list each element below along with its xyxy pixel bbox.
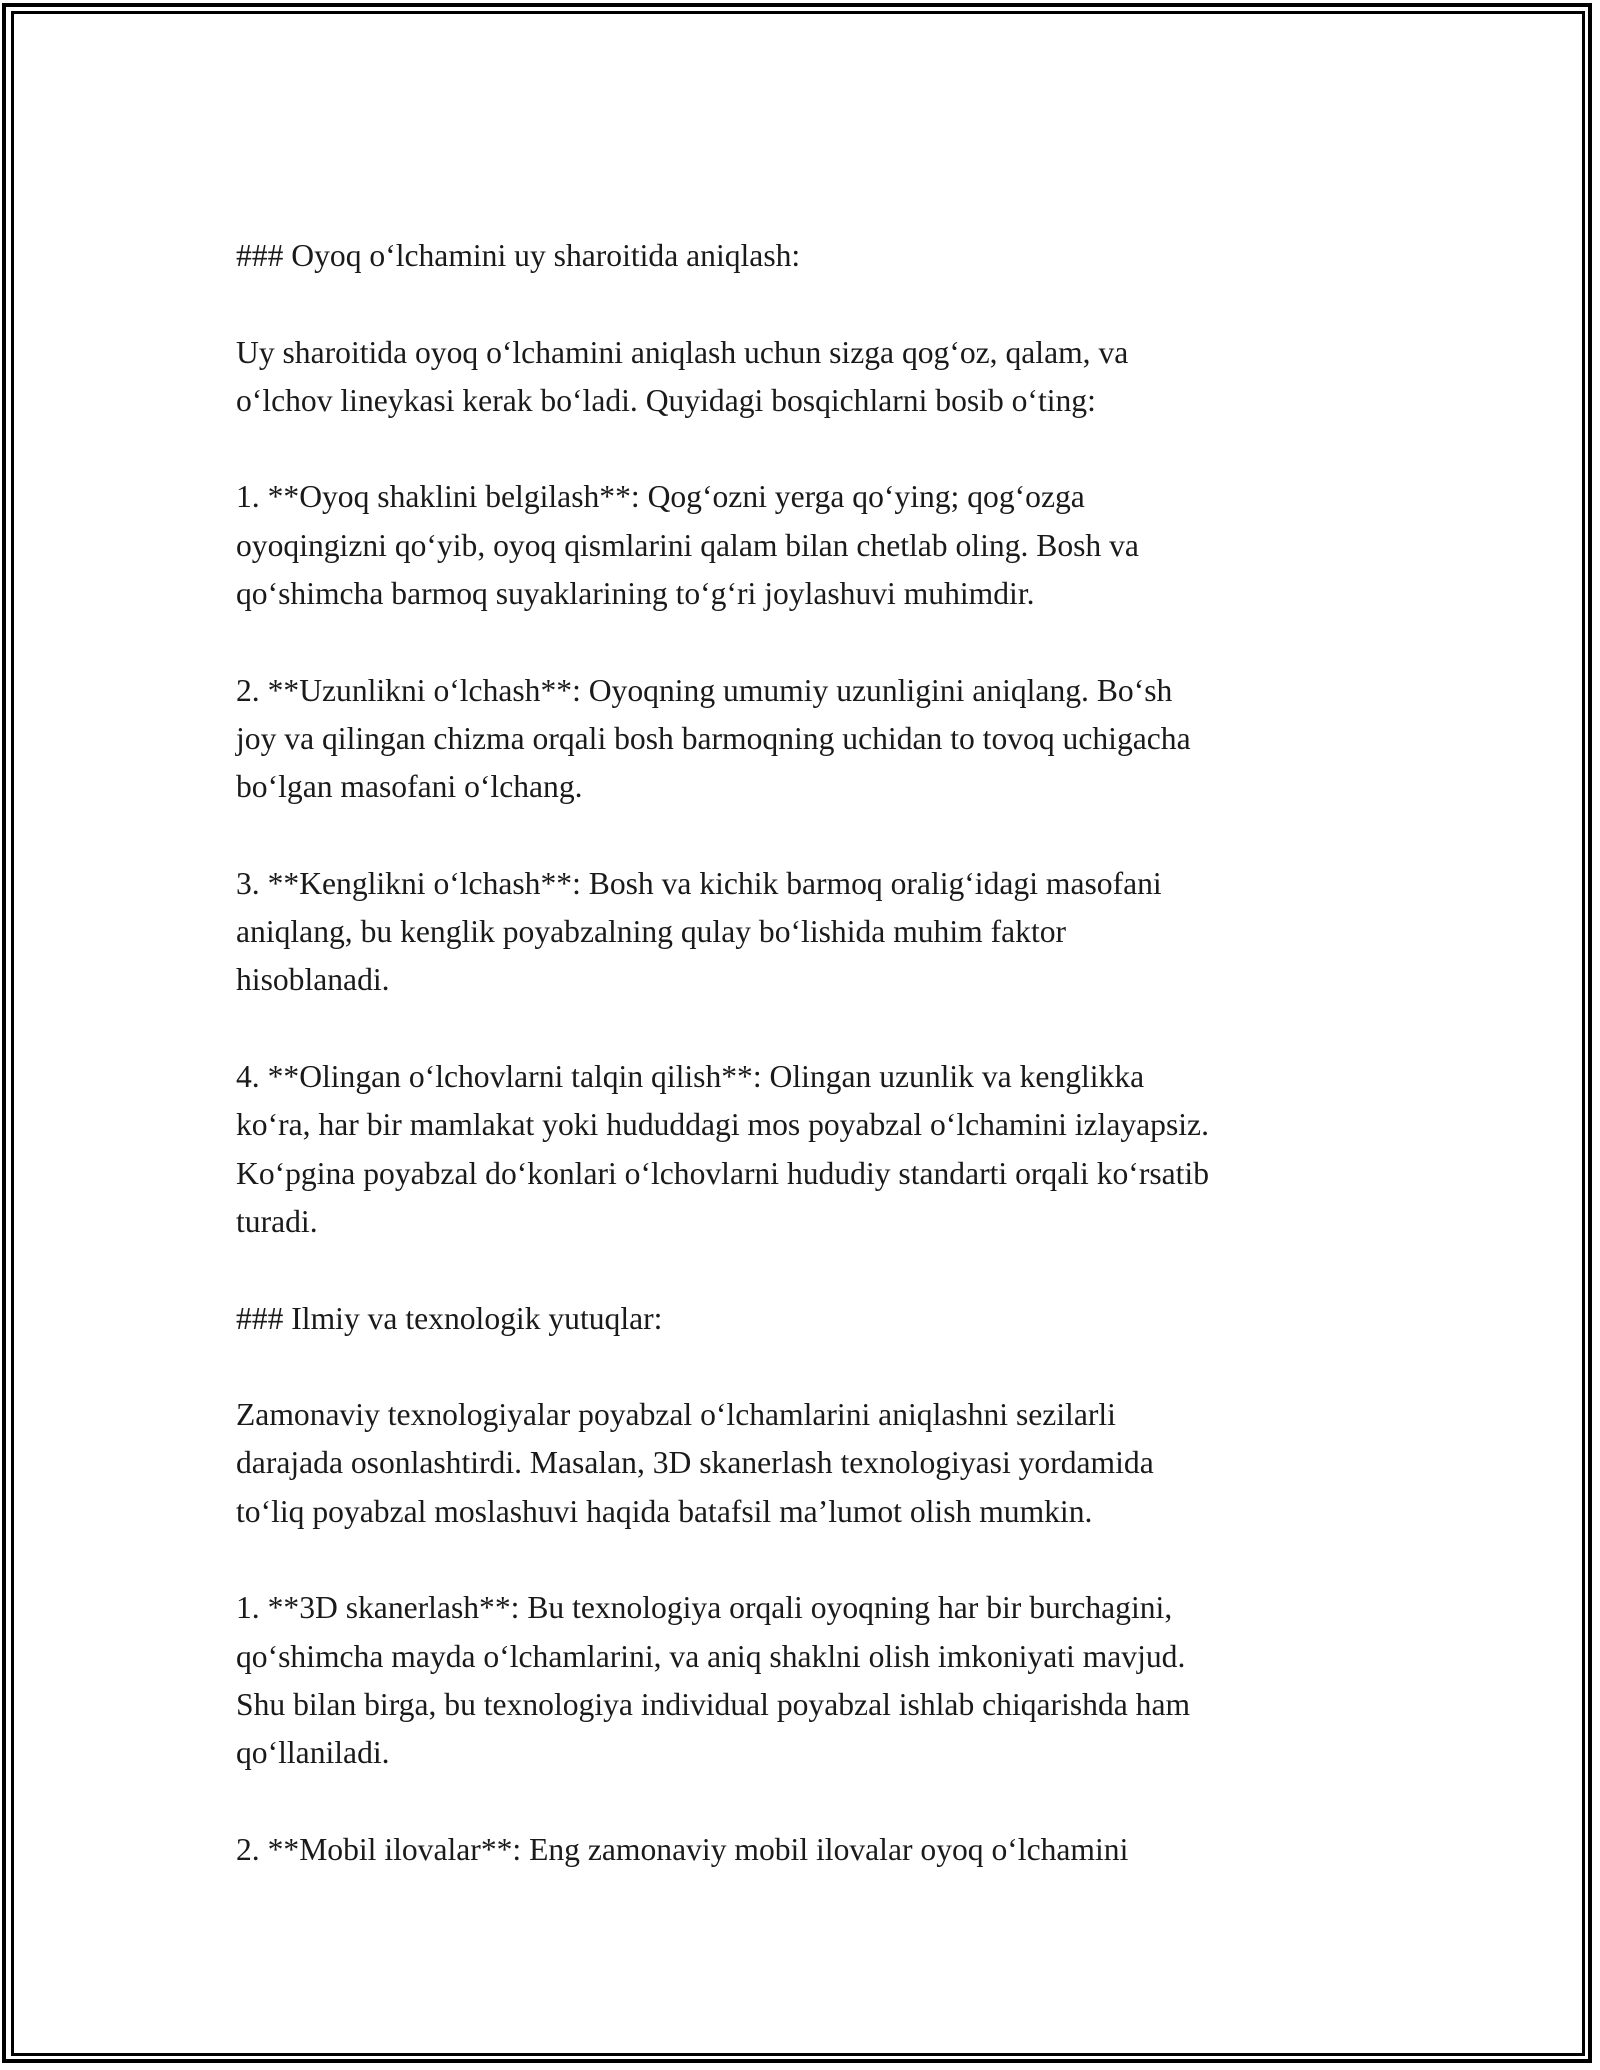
document-body (236, 232, 1396, 1874)
blank-line (236, 812, 1396, 860)
section-heading-home-measurement: ### Oyoq o‘lchamini uy sharoitida aniqlash: (236, 238, 801, 273)
tech-paragraph-line: darajada osonlashtirdi. Masalan, 3D skanerlash texnologiyasi yordamida (236, 1445, 1154, 1481)
step-1-line: oyoqingizni qo‘yib, oyoq qismlarini qalam bilan chetlab oling. Bosh va (236, 527, 1139, 563)
blank-line (236, 618, 1396, 666)
blank-line (236, 280, 1396, 328)
section-heading-tech-advances: ### Ilmiy va texnologik yutuqlar: (236, 1300, 663, 1336)
tech-item-1-line: 1. **3D skanerlash**: Bu texnologiya orqali oyoqning har bir burchagini, (236, 1590, 1173, 1626)
tech-item-1-line: qo‘llaniladi. (236, 1735, 390, 1771)
step-1-line: qo‘shimcha barmoq suyaklarining to‘g‘ri joylashuvi muhimdir. (236, 576, 1035, 612)
step-4-line: 4. **Olingan o‘lchovlarni talqin qilish**: Olingan uzunlik va kenglikka (236, 1059, 1145, 1095)
step-2-line: joy va qilingan chizma orqali bosh barmoqning uchidan to tovoq uchigacha (236, 720, 1191, 756)
tech-item-1-line: Shu bilan birga, bu texnologiya individual poyabzal ishlab chiqarishda ham (236, 1686, 1191, 1722)
step-3-line: hisoblanadi. (236, 962, 390, 998)
step-4-line: turadi. (236, 1203, 318, 1239)
blank-line (236, 1005, 1396, 1053)
blank-line (236, 1246, 1396, 1294)
intro-paragraph-line: Uy sharoitida oyoq o‘lchamini aniqlash uchun sizga qog‘oz, qalam, va (236, 334, 1129, 370)
blank-line (236, 1778, 1396, 1826)
step-1-line: 1. **Oyoq shaklini belgilash**: Qog‘ozni yerga qo‘ying; qog‘ozga (236, 479, 1085, 515)
blank-line (236, 1343, 1396, 1391)
step-4-line: ko‘ra, har bir mamlakat yoki hududdagi mos poyabzal o‘lchamini izlayapsiz. (236, 1107, 1209, 1143)
tech-item-1-line: qo‘shimcha mayda o‘lchamlarini, va aniq shaklni olish imkoniyati mavjud. (236, 1638, 1186, 1674)
tech-paragraph-line: Zamonaviy texnologiyalar poyabzal o‘lchamlarini aniqlashni sezilarli (236, 1397, 1116, 1433)
step-3-line: aniqlang, bu kenglik poyabzalning qulay bo‘lishida muhim faktor (236, 914, 1067, 950)
tech-paragraph-line: to‘liq poyabzal moslashuvi haqida batafsil ma’lumot olish mumkin. (236, 1493, 1093, 1529)
step-4-line: Ko‘pgina poyabzal do‘konlari o‘lchovlarni hududiy standarti orqali ko‘rsatib (236, 1155, 1210, 1191)
intro-paragraph-line: o‘lchov lineykasi kerak bo‘ladi. Quyidagi bosqichlarni bosib o‘ting: (236, 382, 1096, 418)
step-2-line: 2. **Uzunlikni o‘lchash**: Oyoqning umumiy uzunligini aniqlang. Bo‘sh (236, 672, 1173, 708)
step-3-line: 3. **Kenglikni o‘lchash**: Bosh va kichik barmoq oralig‘idagi masofani (236, 865, 1162, 901)
blank-line (236, 425, 1396, 473)
step-2-line: bo‘lgan masofani o‘lchang. (236, 769, 583, 805)
tech-item-2-line: 2. **Mobil ilovalar**: Eng zamonaviy mobil ilovalar oyoq o‘lchamini (236, 1831, 1129, 1867)
blank-line (236, 1536, 1396, 1584)
